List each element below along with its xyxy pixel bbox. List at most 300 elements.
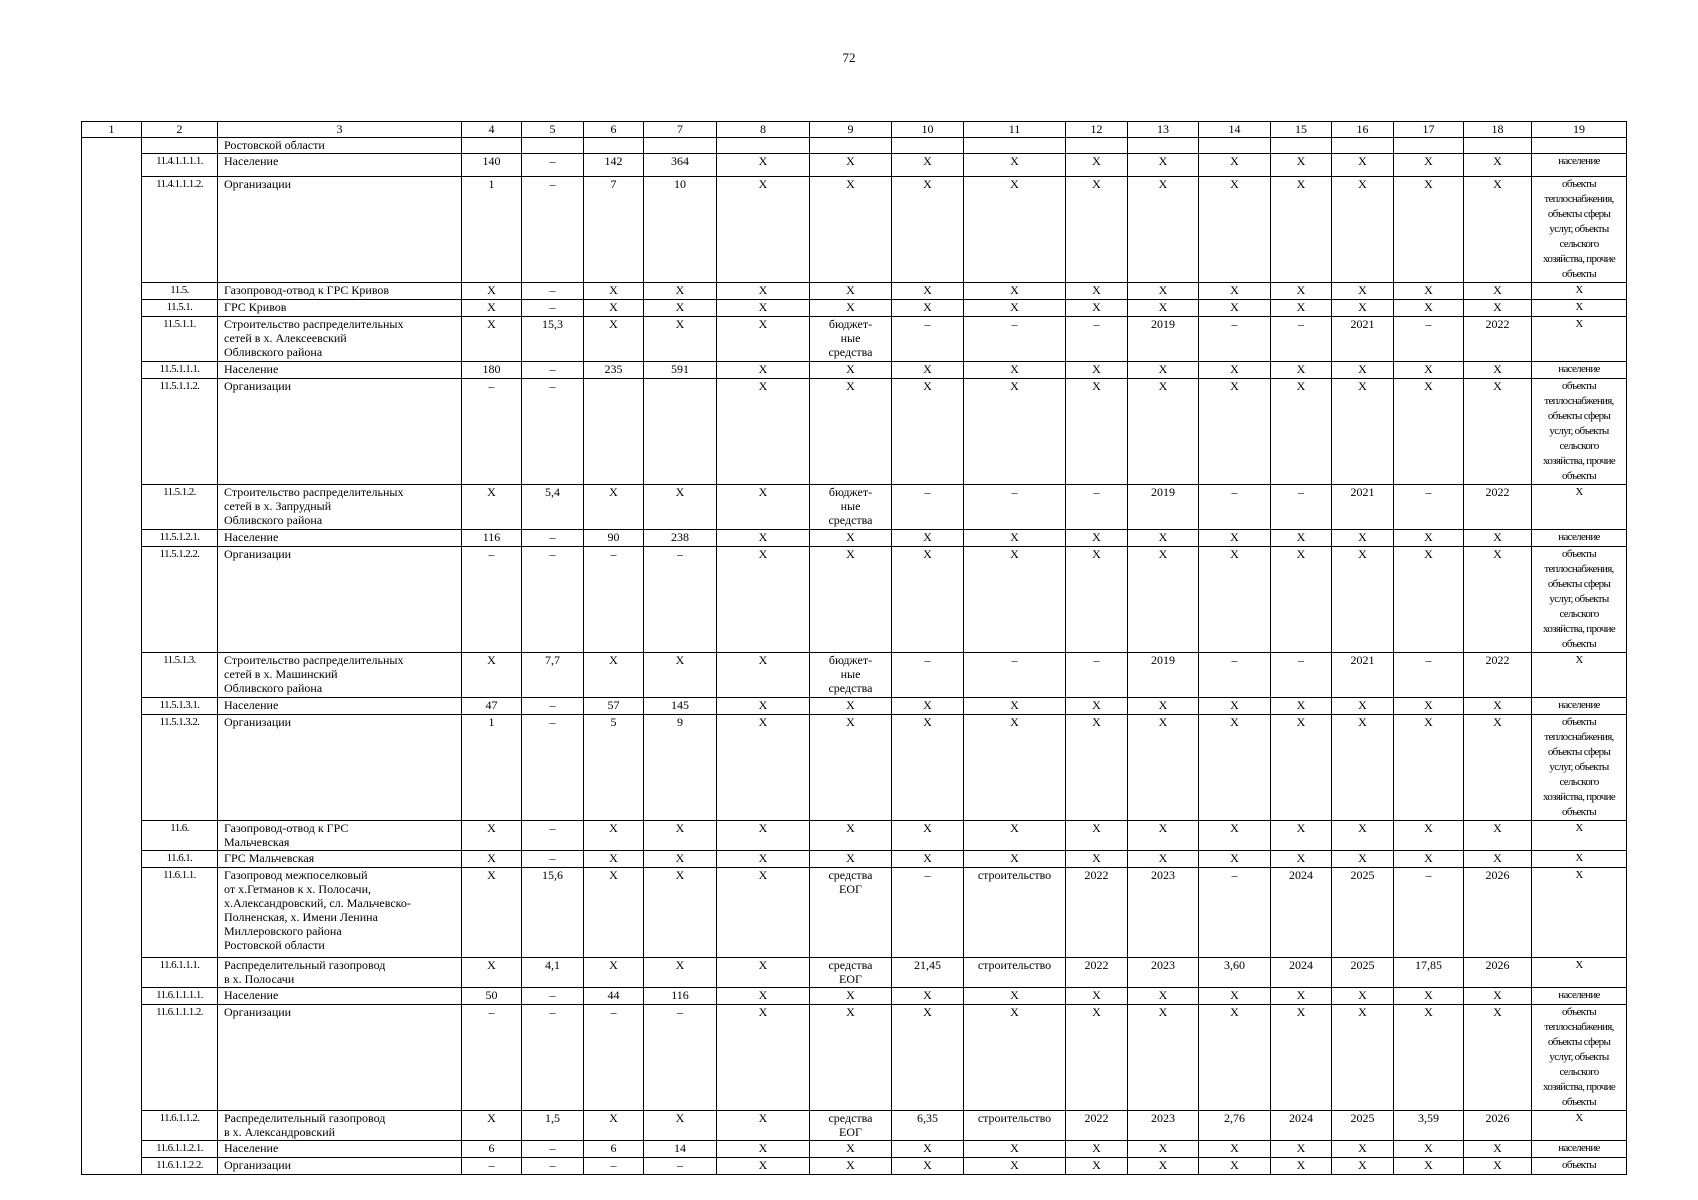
cell-col-3: ГРС Кривов (218, 300, 462, 317)
cell-col-6: X (584, 1111, 644, 1141)
cell-col-5: – (522, 1141, 584, 1158)
cell-col-13: X (1128, 821, 1199, 851)
cell-col-10: X (892, 851, 964, 868)
cell-col-11: X (964, 547, 1066, 653)
cell-col-13: X (1128, 1141, 1199, 1158)
cell-col-4: 1 (462, 177, 522, 283)
cell-col-12: X (1066, 362, 1128, 379)
cell-col-15: X (1271, 283, 1332, 300)
cell-col-6: 90 (584, 530, 644, 547)
cell-col-16: X (1332, 154, 1394, 177)
cell-col-16: 2021 (1332, 485, 1394, 530)
cell-col-12: X (1066, 715, 1128, 821)
cell-col-8: X (717, 653, 810, 698)
cell-col-8: X (717, 698, 810, 715)
cell-col-18: X (1464, 698, 1532, 715)
cell-col-8: X (717, 1141, 810, 1158)
cell-col-15: X (1271, 362, 1332, 379)
cell-col-6: – (584, 1158, 644, 1175)
cell-col-19: X (1532, 485, 1627, 530)
cell-col-15: X (1271, 851, 1332, 868)
cell-col-11: X (964, 177, 1066, 283)
cell-col-5: 1,5 (522, 1111, 584, 1141)
cell-col-9: бюджет- ные средства (810, 485, 892, 530)
cell-col-11: X (964, 362, 1066, 379)
column-header-14: 14 (1199, 122, 1271, 138)
cell-col-14: X (1199, 1141, 1271, 1158)
cell-col-3: ГРС Мальчевская (218, 851, 462, 868)
cell-col-5: – (522, 1005, 584, 1111)
cell-col-15: X (1271, 1158, 1332, 1175)
cell-col-16: 2021 (1332, 653, 1394, 698)
cell-col-3: Организации (218, 177, 462, 283)
cell-col-14: X (1199, 530, 1271, 547)
cell-col-17: X (1394, 698, 1464, 715)
cell-col-14: X (1199, 154, 1271, 177)
cell-col-6: 6 (584, 1141, 644, 1158)
cell-col-10: X (892, 154, 964, 177)
cell-col-15: X (1271, 715, 1332, 821)
table-row (82, 851, 1627, 868)
cell-col-18: 2022 (1464, 317, 1532, 362)
cell-col-3: Население (218, 362, 462, 379)
column-header-8: 8 (717, 122, 810, 138)
cell-col-19: X (1532, 283, 1627, 300)
cell-col-19: X (1532, 958, 1627, 988)
cell-col-14: X (1199, 379, 1271, 485)
column-header-17: 17 (1394, 122, 1464, 138)
cell-col-14: X (1199, 283, 1271, 300)
cell-col-19: объекты теплоснабжения, объекты сферы услуг, объекты сельского хозяйства, прочие объекты (1532, 547, 1627, 653)
cell-col-6: X (584, 485, 644, 530)
cell-col-10: X (892, 988, 964, 1005)
cell-col-3: Газопровод-отвод к ГРС Мальчевская (218, 821, 462, 851)
cell-col-15: 2024 (1271, 868, 1332, 958)
cell-col-6: 7 (584, 177, 644, 283)
cell-col-8: X (717, 1111, 810, 1141)
cell-col-12: X (1066, 283, 1128, 300)
cell-col-7: X (644, 283, 717, 300)
cell-col-4: – (462, 547, 522, 653)
cell-col-4: X (462, 653, 522, 698)
cell-col-6: X (584, 958, 644, 988)
cell-col-15: X (1271, 1005, 1332, 1111)
cell-col-6: 142 (584, 154, 644, 177)
table-row (82, 698, 1627, 715)
cell-col-9: X (810, 1158, 892, 1175)
cell-col-5: – (522, 362, 584, 379)
cell-col-19: X (1532, 300, 1627, 317)
cell-col-16: X (1332, 1158, 1394, 1175)
cell-col-18: 2026 (1464, 868, 1532, 958)
cell-col-9: X (810, 362, 892, 379)
cell-col-12: – (1066, 485, 1128, 530)
header-row (82, 122, 1627, 138)
cell-col-16: X (1332, 177, 1394, 283)
cell-col-18: X (1464, 1141, 1532, 1158)
cell-col-8: X (717, 177, 810, 283)
cell-col-7: X (644, 851, 717, 868)
cell-col-4: 180 (462, 362, 522, 379)
cell-col-5: 15,6 (522, 868, 584, 958)
cell-col-7: X (644, 300, 717, 317)
cell-col-15: X (1271, 177, 1332, 283)
cell-col-3: Газопровод межпоселковый от х.Гетманов к х. Полосачи, х.Александровский, сл. Мальчевско- Полненская, х. Имени Ленина Миллеровского района Ростовской области (218, 868, 462, 958)
cell-col-14: – (1199, 868, 1271, 958)
cell-col-14: X (1199, 715, 1271, 821)
cell-col-13: 2023 (1128, 958, 1199, 988)
cell-col-18: X (1464, 821, 1532, 851)
cell-col-18: 2026 (1464, 1111, 1532, 1141)
cell-col-3: Организации (218, 715, 462, 821)
column-header-7: 7 (644, 122, 717, 138)
table-row (82, 300, 1627, 317)
cell-col-15: X (1271, 379, 1332, 485)
cell-col-16: X (1332, 698, 1394, 715)
cell-col-13: X (1128, 177, 1199, 283)
cell-col-17: X (1394, 1141, 1464, 1158)
cell-col-2: 11.6.1.1.2.2. (142, 1158, 218, 1175)
cell-col-4: 50 (462, 988, 522, 1005)
cell-col-13: X (1128, 851, 1199, 868)
cell-col-13: 2019 (1128, 653, 1199, 698)
table-row (82, 530, 1627, 547)
cell-col-11: – (964, 317, 1066, 362)
cell-col-4: X (462, 485, 522, 530)
cell-col-2: 11.6.1.1.1.2. (142, 1005, 218, 1111)
cell-col-11: строительство (964, 1111, 1066, 1141)
cell-col-9: X (810, 988, 892, 1005)
cell-col-12: – (1066, 653, 1128, 698)
cell-col-16: 2021 (1332, 317, 1394, 362)
cell-col-15: – (1271, 485, 1332, 530)
cell-col-8: X (717, 154, 810, 177)
cell-col-9: бюджет- ные средства (810, 317, 892, 362)
cell-col-6: X (584, 283, 644, 300)
cell-col-10: X (892, 300, 964, 317)
table-row (82, 868, 1627, 958)
cell-col-19: объекты теплоснабжения, объекты сферы услуг, объекты сельского хозяйства, прочие объекты (1532, 1005, 1627, 1111)
cell-col-9: X (810, 698, 892, 715)
cell-col-10: – (892, 653, 964, 698)
cell-col-2: 11.5.1.3.2. (142, 715, 218, 821)
cell-col-8: X (717, 988, 810, 1005)
column-header-3: 3 (218, 122, 462, 138)
cell-col-3: Население (218, 988, 462, 1005)
cell-col-17: X (1394, 1005, 1464, 1111)
cell-col-14: X (1199, 177, 1271, 283)
cell-col-5 (522, 138, 584, 154)
cell-col-16 (1332, 138, 1394, 154)
cell-col-12: 2022 (1066, 958, 1128, 988)
cell-col-4: – (462, 1005, 522, 1111)
cell-col-8: X (717, 485, 810, 530)
cell-col-17: – (1394, 653, 1464, 698)
cell-col-5: – (522, 547, 584, 653)
cell-col-13: X (1128, 547, 1199, 653)
cell-col-19: X (1532, 653, 1627, 698)
column-header-1: 1 (82, 122, 142, 138)
column-header-13: 13 (1128, 122, 1199, 138)
cell-col-18: 2022 (1464, 653, 1532, 698)
cell-col-12: – (1066, 317, 1128, 362)
cell-col-14: X (1199, 698, 1271, 715)
cell-col-15: – (1271, 653, 1332, 698)
cell-col-11: X (964, 379, 1066, 485)
cell-col-10: X (892, 715, 964, 821)
cell-col-15: X (1271, 821, 1332, 851)
cell-col-4: X (462, 283, 522, 300)
cell-col-16: X (1332, 1141, 1394, 1158)
cell-col-9: X (810, 379, 892, 485)
cell-col-13: X (1128, 283, 1199, 300)
cell-col-8: X (717, 362, 810, 379)
cell-col-5: – (522, 283, 584, 300)
page-number: 72 (842, 50, 856, 65)
cell-col-5: – (522, 300, 584, 317)
cell-col-19: население (1532, 1141, 1627, 1158)
cell-col-17: X (1394, 177, 1464, 283)
column-header-19: 19 (1532, 122, 1627, 138)
cell-col-9: X (810, 1141, 892, 1158)
cell-col-9: X (810, 851, 892, 868)
cell-col-5: – (522, 988, 584, 1005)
cell-col-6: X (584, 868, 644, 958)
cell-col-16: X (1332, 379, 1394, 485)
cell-col-15: X (1271, 530, 1332, 547)
cell-col-19: X (1532, 821, 1627, 851)
cell-col-10: X (892, 1141, 964, 1158)
cell-col-19: население (1532, 154, 1627, 177)
cell-col-2: 11.5.1.1. (142, 317, 218, 362)
table-row (82, 138, 1627, 154)
cell-col-7: – (644, 547, 717, 653)
cell-col-16: 2025 (1332, 868, 1394, 958)
cell-col-10: X (892, 698, 964, 715)
cell-col-11: X (964, 1141, 1066, 1158)
cell-col-18: X (1464, 988, 1532, 1005)
cell-col-17: X (1394, 988, 1464, 1005)
cell-col-19: объекты теплоснабжения, объекты сферы услуг, объекты сельского хозяйства, прочие объекты (1532, 177, 1627, 283)
table-row (82, 821, 1627, 851)
cell-col-13: X (1128, 1005, 1199, 1111)
cell-col-17: X (1394, 154, 1464, 177)
cell-col-17: X (1394, 851, 1464, 868)
cell-col-2: 11.6.1. (142, 851, 218, 868)
table-row (82, 154, 1627, 177)
cell-col-2: 11.5.1.2. (142, 485, 218, 530)
cell-col-9: X (810, 821, 892, 851)
cell-col-14: X (1199, 851, 1271, 868)
cell-col-17: X (1394, 379, 1464, 485)
cell-col-8 (717, 138, 810, 154)
cell-col-7: 364 (644, 154, 717, 177)
column-header-5: 5 (522, 122, 584, 138)
cell-col-2: 11.5.1.1.2. (142, 379, 218, 485)
cell-col-2: 11.6.1.1.1. (142, 958, 218, 988)
cell-col-12: X (1066, 177, 1128, 283)
column-header-4: 4 (462, 122, 522, 138)
cell-col-14: – (1199, 653, 1271, 698)
cell-col-8: X (717, 1005, 810, 1111)
cell-col-12 (1066, 138, 1128, 154)
cell-col-12: X (1066, 1158, 1128, 1175)
cell-col-12: X (1066, 851, 1128, 868)
cell-col-13: 2023 (1128, 1111, 1199, 1141)
cell-col-8: X (717, 283, 810, 300)
cell-col-4: X (462, 821, 522, 851)
cell-col-4: X (462, 958, 522, 988)
cell-col-13: X (1128, 988, 1199, 1005)
cell-col-18 (1464, 138, 1532, 154)
cell-col-11: X (964, 1005, 1066, 1111)
cell-col-10: – (892, 317, 964, 362)
cell-col-9 (810, 138, 892, 154)
cell-col-12: X (1066, 1141, 1128, 1158)
cell-col-19: X (1532, 868, 1627, 958)
cell-col-10: X (892, 379, 964, 485)
table-row (82, 988, 1627, 1005)
cell-col-13 (1128, 138, 1199, 154)
cell-col-14: 2,76 (1199, 1111, 1271, 1141)
cell-col-3: Распределительный газопровод в х. Александровский (218, 1111, 462, 1141)
cell-col-8: X (717, 868, 810, 958)
cell-col-18: X (1464, 530, 1532, 547)
cell-col-15: X (1271, 547, 1332, 653)
cell-col-19: объекты теплоснабжения, объекты сферы услуг, объекты сельского хозяйства, прочие объекты (1532, 379, 1627, 485)
cell-col-3: Строительство распределительных сетей в х. Машинский Обливского района (218, 653, 462, 698)
cell-col-11: строительство (964, 868, 1066, 958)
cell-col-8: X (717, 715, 810, 821)
cell-col-18: X (1464, 851, 1532, 868)
cell-col-13: X (1128, 530, 1199, 547)
cell-col-4: 140 (462, 154, 522, 177)
cell-col-14: X (1199, 1158, 1271, 1175)
cell-col-8: X (717, 379, 810, 485)
cell-col-11: – (964, 485, 1066, 530)
cell-col-8: X (717, 851, 810, 868)
cell-col-7: X (644, 821, 717, 851)
cell-col-3: Распределительный газопровод в х. Полосачи (218, 958, 462, 988)
cell-col-6: X (584, 317, 644, 362)
cell-col-4: – (462, 1158, 522, 1175)
cell-col-12: X (1066, 379, 1128, 485)
column-header-6: 6 (584, 122, 644, 138)
cell-col-19 (1532, 138, 1627, 154)
cell-col-5: – (522, 851, 584, 868)
cell-col-2: 11.5.1.3. (142, 653, 218, 698)
cell-col-6: X (584, 653, 644, 698)
cell-col-6 (584, 138, 644, 154)
cell-col-3: Строительство распределительных сетей в х. Запрудный Обливского района (218, 485, 462, 530)
cell-col-10: 6,35 (892, 1111, 964, 1141)
cell-col-3: Организации (218, 379, 462, 485)
cell-col-5: – (522, 154, 584, 177)
cell-col-9: средства ЕОГ (810, 958, 892, 988)
cell-col-7: X (644, 958, 717, 988)
cell-col-3: Газопровод-отвод к ГРС Кривов (218, 283, 462, 300)
cell-col-4: 1 (462, 715, 522, 821)
cell-col-16: X (1332, 988, 1394, 1005)
cell-col-9: X (810, 547, 892, 653)
table-row (82, 283, 1627, 300)
cell-col-16: X (1332, 530, 1394, 547)
cell-col-9: X (810, 300, 892, 317)
cell-col-3: Население (218, 698, 462, 715)
column-header-11: 11 (964, 122, 1066, 138)
cell-col-17: X (1394, 821, 1464, 851)
cell-col-15: X (1271, 988, 1332, 1005)
cell-col-6 (584, 379, 644, 485)
cell-col-6: 44 (584, 988, 644, 1005)
table-row (82, 1005, 1627, 1111)
cell-col-14: X (1199, 547, 1271, 653)
cell-col-5: – (522, 530, 584, 547)
cell-col-3: Население (218, 154, 462, 177)
cell-col-4: X (462, 1111, 522, 1141)
cell-col-14: – (1199, 317, 1271, 362)
cell-col-4 (462, 138, 522, 154)
cell-col-7: X (644, 1111, 717, 1141)
cell-col-17: X (1394, 530, 1464, 547)
cell-col-16: X (1332, 851, 1394, 868)
cell-col-2: 11.4.1.1.1.2. (142, 177, 218, 283)
cell-col-9: X (810, 177, 892, 283)
cell-col-19: X (1532, 317, 1627, 362)
cell-col-6: 5 (584, 715, 644, 821)
cell-col-10: X (892, 547, 964, 653)
cell-col-14: X (1199, 821, 1271, 851)
cell-col-2: 11.6. (142, 821, 218, 851)
cell-col-13: X (1128, 300, 1199, 317)
cell-col-7: 14 (644, 1141, 717, 1158)
cell-col-19: население (1532, 988, 1627, 1005)
cell-col-5: 15,3 (522, 317, 584, 362)
cell-col-10: X (892, 1158, 964, 1175)
cell-col-17: – (1394, 868, 1464, 958)
cell-col-5: – (522, 715, 584, 821)
cell-col-7: 116 (644, 988, 717, 1005)
cell-col-19: объекты теплоснабжения, объекты сферы услуг, объекты сельского хозяйства, прочие объекты (1532, 715, 1627, 821)
cell-col-12: X (1066, 988, 1128, 1005)
cell-col-12: X (1066, 300, 1128, 317)
cell-col-2: 11.5. (142, 283, 218, 300)
cell-col-6: X (584, 851, 644, 868)
cell-col-9: бюджет- ные средства (810, 653, 892, 698)
cell-col-15: 2024 (1271, 958, 1332, 988)
cell-col-16: X (1332, 547, 1394, 653)
cell-col-10 (892, 138, 964, 154)
cell-col-10: – (892, 868, 964, 958)
cell-col-11: X (964, 300, 1066, 317)
cell-col-7 (644, 379, 717, 485)
cell-col-2: 11.6.1.1.2. (142, 1111, 218, 1141)
cell-col-9: X (810, 283, 892, 300)
cell-col-18: X (1464, 154, 1532, 177)
cell-col-16: X (1332, 1005, 1394, 1111)
table-row (82, 317, 1627, 362)
column-header-2: 2 (142, 122, 218, 138)
cell-col-17: X (1394, 715, 1464, 821)
cell-col-3: Строительство распределительных сетей в х. Алексеевский Обливского района (218, 317, 462, 362)
cell-col-19: X (1532, 1111, 1627, 1141)
table-row (82, 958, 1627, 988)
cell-col-4: X (462, 300, 522, 317)
cell-col-17: X (1394, 1158, 1464, 1175)
cell-col-15: 2024 (1271, 1111, 1332, 1141)
cell-col-16: 2025 (1332, 1111, 1394, 1141)
cell-col-2: 11.5.1.2.1. (142, 530, 218, 547)
